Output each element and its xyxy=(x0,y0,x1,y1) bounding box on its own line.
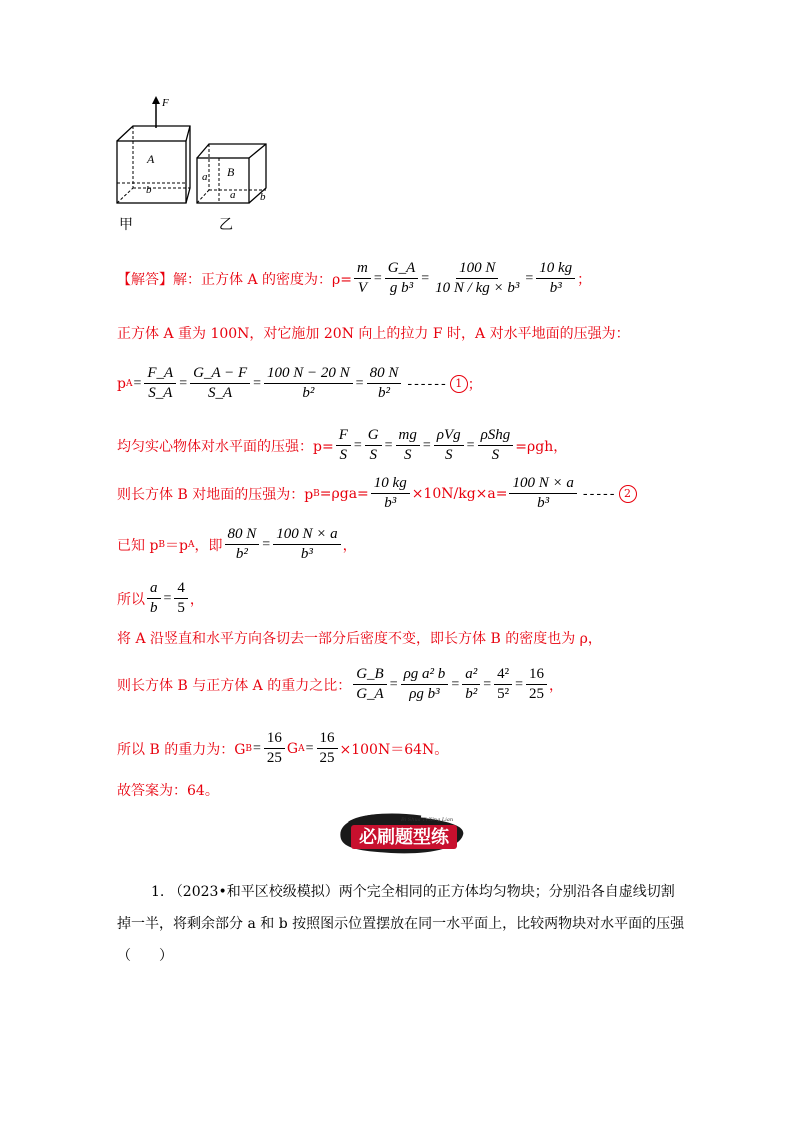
cube-figure xyxy=(110,92,295,237)
fraction: $\frac{\text{4²}}{\text{5²}}$ xyxy=(494,666,512,703)
practice-banner-logo xyxy=(331,809,469,859)
fraction: $\frac{m}{V}$ xyxy=(354,260,371,297)
fraction: $\frac{80 N}{\text{b²}}$ xyxy=(225,526,260,563)
fraction: $\frac{10 kg}{\text{b³}}$ xyxy=(536,260,575,297)
fraction: $\frac{F}{S}$ xyxy=(336,427,351,464)
fraction: $\frac{16}{25}$ xyxy=(264,730,285,767)
fraction: $\frac{\text{ρVg}}{S}$ xyxy=(434,427,464,464)
circled-number-1: 1 xyxy=(450,375,468,393)
fraction: $\frac{80 N}{\text{b²}}$ xyxy=(367,365,402,402)
cube-b-edge-label: b xyxy=(260,191,266,203)
solution-line-4: 均匀实心物体对水平面的压强：p= $\frac{F}{S}$ = $\frac{G}{S}$ = $\frac{mg}{S}$ = $\frac{\text{ρVg}}{S}$ = $\frac{\text{ρShg}}{S}$ =ρgh， xyxy=(117,427,568,463)
banner-script: Bi Shua Ti Xing Lian xyxy=(400,817,454,823)
cube-a-edge-label: b xyxy=(146,184,152,196)
fraction: $\frac{F\_A}{S\_A}$ xyxy=(144,365,176,402)
question-text: 两个完全相同的正方体均匀物块；分别沿各自虚线切割掉一半，将剩余部分 a 和 b 按照图示位置摆放在同一水平面上，比较两物块对水平面的压强（ ） xyxy=(117,884,685,964)
solution-line-9: 则长方体 B 与正方体 A 的重力之比： $\frac{G\_B}{G\_A}$ = $\frac{\text{ρg a² b}}{\text{ρg b³}}$ = $\frac{\text{a²}}{\text{b²}}$ = $\frac{\text{4²}}{\text{5²}}$ = $\frac{16}{25}$ ， xyxy=(117,666,564,702)
fraction: $\frac{\text{ρg a² b}}{\text{ρg b³}}$ xyxy=(401,666,449,703)
fraction: $\frac{\text{ρShg}}{S}$ xyxy=(478,427,514,464)
caption-yi: 乙 xyxy=(219,217,233,233)
solution-line-1: 【解答】解：正方体 A 的密度为：ρ= $\frac{m}{V}$ = $\frac{G\_A}{\text{g b³}}$ = $\frac{100 N}{\text{10 N / kg × b³}}$ = $\frac{10 kg}{\text{b³}}$ ； xyxy=(117,260,592,296)
cube-b-bottom-label: a xyxy=(230,189,236,201)
fraction: $\frac{10 kg}{\text{b³}}$ xyxy=(371,475,410,512)
banner-text: 必刷题型练 xyxy=(359,827,449,848)
question-1 xyxy=(117,876,687,972)
solution-line-2: 正方体 A 重为 100N，对它施加 20N 向上的拉力 F 时，A 对水平地面的压强为： xyxy=(117,326,630,342)
fraction: $\frac{G\_B}{G\_A}$ xyxy=(353,666,387,703)
solution-line-10: 所以 B 的重力为：G B = $\frac{16}{25}$ G A = $\frac{16}{25}$ ×100N＝64N。 xyxy=(117,730,449,766)
solution-line-8: 将 A 沿竖直和水平方向各切去一部分后密度不变，即长方体 B 的密度也为 ρ， xyxy=(117,631,602,647)
fraction: $\frac{16}{25}$ xyxy=(526,666,547,703)
fraction: $\frac{16}{25}$ xyxy=(317,730,338,767)
fraction: $\frac{G}{S}$ xyxy=(365,427,382,464)
cube-b-label: B xyxy=(227,165,235,179)
caption-jia: 甲 xyxy=(119,217,133,233)
cube-a-label: A xyxy=(147,152,155,166)
circled-number-2: 2 xyxy=(619,485,637,503)
fraction: $\frac{mg}{S}$ xyxy=(396,427,420,464)
fraction: $\frac{100 N \times a}{\text{b³}}$ xyxy=(273,526,340,563)
question-source: （2023•和平区校级模拟） xyxy=(168,884,339,900)
solution-line-11: 故答案为：64。 xyxy=(117,783,219,799)
fraction: $\frac{a}{b}$ xyxy=(147,580,161,617)
fraction: $\frac{\text{a²}}{\text{b²}}$ xyxy=(462,666,480,703)
fraction: $\frac{100 N \times a}{\text{b³}}$ xyxy=(509,475,576,512)
cube-b-side-label: a xyxy=(202,171,208,183)
solution-line-7: 所以 $\frac{a}{b}$ = $\frac{4}{5}$ ， xyxy=(117,580,204,616)
solution-line-1-prefix: 【解答】解：正方体 A 的密度为：ρ= xyxy=(117,271,352,288)
fraction: $\frac{100 N}{\text{10 N / kg × b³}}$ xyxy=(435,260,520,296)
question-number: 1. xyxy=(151,884,165,900)
solution-line-6: 已知 p B ＝p A ，即 $\frac{80 N}{\text{b²}}$ = $\frac{100 N \times a}{\text{b³}}$ ， xyxy=(117,526,357,562)
fraction: $\frac{100 N - 20 N}{\text{b²}}$ xyxy=(264,365,353,402)
solution-line-3: p A = $\frac{F\_A}{S\_A}$ = $\frac{G\_A - F}{S\_A}$ = $\frac{100 N - 20 N}{\text{b²}}$ = $\frac{80 N}{\text{b²}}$ ------ 1 ； xyxy=(117,365,482,401)
fraction: $\frac{G\_A - F}{S\_A}$ xyxy=(190,365,250,402)
fraction: $\frac{4}{5}$ xyxy=(174,580,188,617)
force-label: F xyxy=(162,97,169,109)
fraction: $\frac{G\_A}{\text{g b³}}$ xyxy=(385,260,419,297)
solution-line-5: 则长方体 B 对地面的压强为：p B =ρga= $\frac{10 kg}{\text{b³}}$ ×10N/kg×a= $\frac{100 N \times a}{\text{b³}}$ ----- 2 xyxy=(117,475,637,512)
